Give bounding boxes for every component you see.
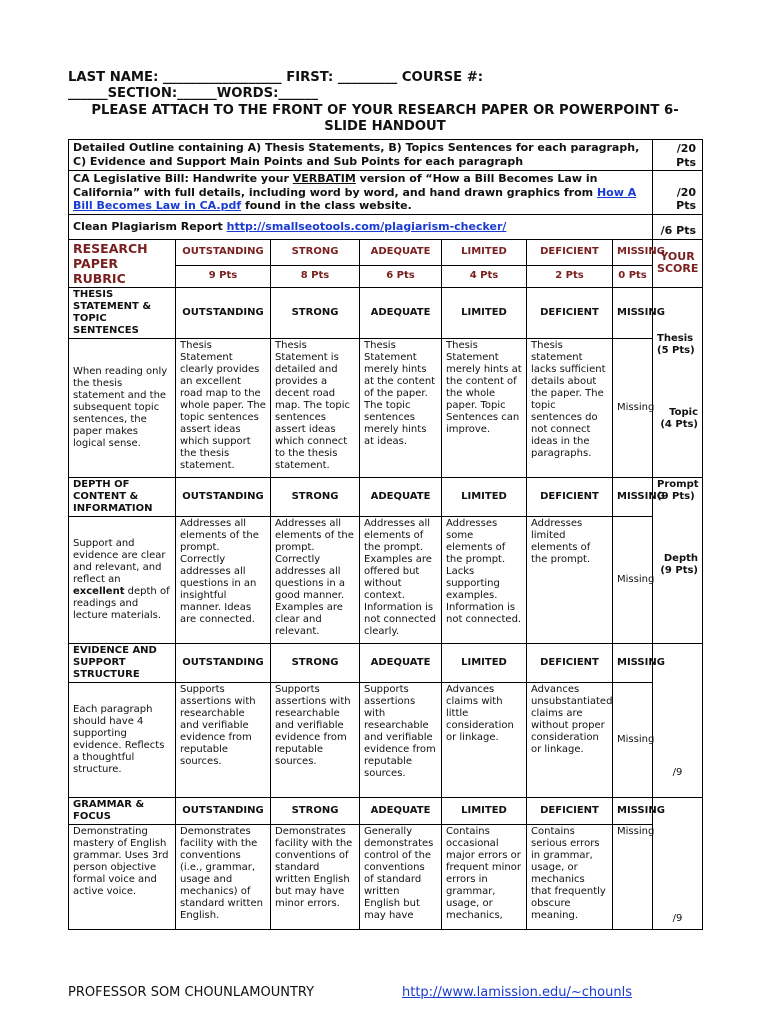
- section-title-thesis: THESIS STATEMENT & TOPIC SENTENCES: [69, 287, 176, 338]
- descriptor-missing: Missing: [613, 682, 653, 797]
- plagiarism-text: Clean Plagiarism Report: [73, 219, 227, 233]
- rubric-level-header-row: [69, 239, 703, 265]
- descriptor-outstanding: Demonstrates facility with the conventions (i.e., grammar, usage and mechanics) of standard written English.: [176, 824, 271, 929]
- thesis-score-label: Thesis (5 Pts): [657, 333, 695, 356]
- level-missing: MISSING: [613, 239, 653, 265]
- level-outstanding: OUTSTANDING: [176, 287, 271, 338]
- header-section-words-line: ______SECTION:______WORDS:______: [68, 86, 318, 101]
- outline-points: /20 Pts: [653, 140, 703, 171]
- footer-website-link[interactable]: http://www.lamission.edu/~chounls: [402, 985, 632, 1000]
- section-header-row: [69, 477, 703, 516]
- header-instruction-line-b: SLIDE HANDOUT: [324, 119, 446, 134]
- level-deficient: DEFICIENT: [527, 287, 613, 338]
- descriptor-deficient: Thesis statement lacks sufficient details about the paper. The topic sentences do not connect ideas in the paragraphs.: [527, 338, 613, 477]
- level-limited: LIMITED: [442, 287, 527, 338]
- outline-requirement: Detailed Outline containing A) Thesis Statements, B) Topics Sentences for each paragraph, C) Evidence and Support Main Points and Sub Points for each paragraph: [69, 140, 653, 171]
- section-header-row: [69, 287, 703, 338]
- level-adequate: ADEQUATE: [360, 287, 442, 338]
- level-adequate: ADEQUATE: [360, 239, 442, 265]
- level-limited: LIMITED: [442, 477, 527, 516]
- header-instruction: [68, 103, 702, 135]
- rubric-title: RESEARCH PAPER RUBRIC: [69, 239, 176, 287]
- level-missing: MISSING: [613, 797, 653, 824]
- plagiarism-points: /6 Pts: [653, 214, 703, 239]
- points-adequate: 6 Pts: [360, 265, 442, 287]
- section-detail-row: [69, 338, 703, 477]
- descriptor-deficient: Advances unsubstantiated claims are without proper consideration or linkage.: [527, 682, 613, 797]
- criteria-depth-bold: excellent: [73, 585, 125, 597]
- level-deficient: DEFICIENT: [527, 643, 613, 682]
- criteria-depth-post: depth of readings and lecture materials.: [73, 585, 170, 621]
- intro-row-bill: [69, 171, 703, 215]
- level-missing: MISSING: [613, 477, 653, 516]
- level-outstanding: OUTSTANDING: [176, 477, 271, 516]
- level-strong: STRONG: [271, 287, 360, 338]
- descriptor-outstanding: Addresses all elements of the prompt. Correctly addresses all questions in an insightful manner. Ideas are connected.: [176, 516, 271, 643]
- header-instruction-line-a: PLEASE ATTACH TO THE FRONT OF YOUR RESEARCH PAPER OR POWERPOINT 6-: [91, 103, 679, 118]
- level-strong: STRONG: [271, 239, 360, 265]
- points-deficient: 2 Pts: [527, 265, 613, 287]
- evidence-score-label: /9: [672, 766, 683, 778]
- level-missing: MISSING: [613, 643, 653, 682]
- bill-pdf-link[interactable]: How A Bill Becomes Law in CA.pdf: [73, 185, 637, 212]
- descriptor-strong: Demonstrates facility with the conventions of standard written English but may have minor errors.: [271, 824, 360, 929]
- level-adequate: ADEQUATE: [360, 643, 442, 682]
- section-title-evidence: EVIDENCE AND SUPPORT STRUCTURE: [69, 643, 176, 682]
- level-limited: LIMITED: [442, 797, 527, 824]
- criteria-thesis: When reading only the thesis statement and the subsequent topic sentences, the paper makes logical sense.: [69, 338, 176, 477]
- level-limited: LIMITED: [442, 643, 527, 682]
- criteria-grammar: Demonstrating mastery of English grammar. Uses 3rd person objective formal voice and active voice.: [69, 824, 176, 929]
- descriptor-limited: Thesis Statement merely hints at the content of the whole paper. Topic Sentences can improve.: [442, 338, 527, 477]
- descriptor-adequate: Supports assertions with researchable and verifiable evidence from reputable sources.: [360, 682, 442, 797]
- plagiarism-checker-link[interactable]: http://smallseotools.com/plagiarism-checker/: [226, 219, 507, 233]
- grammar-score-label: /9: [672, 912, 683, 924]
- points-strong: 8 Pts: [271, 265, 360, 287]
- descriptor-limited: Addresses some elements of the prompt. Lacks supporting examples. Information is not connected.: [442, 516, 527, 643]
- section-header-row: [69, 797, 703, 824]
- level-strong: STRONG: [271, 643, 360, 682]
- section-title-grammar: GRAMMAR & FOCUS: [69, 797, 176, 824]
- topic-score-label: Topic (4 Pts): [660, 407, 699, 430]
- descriptor-deficient: Contains serious errors in grammar, usage, or mechanics that frequently obscure meaning.: [527, 824, 613, 929]
- descriptor-outstanding: Thesis Statement clearly provides an excellent road map to the whole paper. The topic sentences assert ideas which support the thesis statement.: [176, 338, 271, 477]
- descriptor-outstanding: Supports assertions with researchable and verifiable evidence from reputable sources.: [176, 682, 271, 797]
- points-limited: 4 Pts: [442, 265, 527, 287]
- verbatim-word: VERBATIM: [292, 172, 356, 185]
- descriptor-limited: Advances claims with little consideration or linkage.: [442, 682, 527, 797]
- level-missing: MISSING: [613, 287, 653, 338]
- descriptor-strong: Supports assertions with researchable and verifiable evidence from reputable sources.: [271, 682, 360, 797]
- descriptor-adequate: Addresses all elements of the prompt. Examples are offered but without context. Information is not connected clearly.: [360, 516, 442, 643]
- grammar-score-cell[interactable]: [653, 797, 703, 929]
- descriptor-missing: Missing: [613, 824, 653, 929]
- level-outstanding: OUTSTANDING: [176, 239, 271, 265]
- bill-text-mid: version of “How a Bill Becomes Law in California” with full details, including word by word, and hand drawn graphics from: [73, 172, 598, 199]
- descriptor-adequate: Thesis Statement merely hints at the content of the paper. The topic sentences merely hints at ideas.: [360, 338, 442, 477]
- intro-row-plagiarism: [69, 214, 703, 239]
- section-detail-row: [69, 824, 703, 929]
- rubric-table: [68, 139, 703, 930]
- level-strong: STRONG: [271, 797, 360, 824]
- level-deficient: DEFICIENT: [527, 797, 613, 824]
- descriptor-missing: Missing: [613, 516, 653, 643]
- your-score-label: YOUR SCORE: [653, 239, 703, 287]
- criteria-evidence: Each paragraph should have 4 supporting evidence. Reflects a thoughtful structure.: [69, 682, 176, 797]
- bill-points: /20 Pts: [653, 171, 703, 215]
- criteria-depth-pre: Support and evidence are clear and relevant, and reflect an: [73, 537, 166, 585]
- bill-requirement: [69, 171, 653, 215]
- descriptor-strong: Addresses all elements of the prompt. Correctly addresses all questions in a good manner. Examples are clear and relevant.: [271, 516, 360, 643]
- points-outstanding: 9 Pts: [176, 265, 271, 287]
- plagiarism-requirement: [69, 214, 653, 239]
- section-detail-row: [69, 682, 703, 797]
- bill-text-prefix: CA Legislative Bill: Handwrite your: [73, 172, 293, 185]
- level-adequate: ADEQUATE: [360, 797, 442, 824]
- level-limited: LIMITED: [442, 239, 527, 265]
- level-adequate: ADEQUATE: [360, 477, 442, 516]
- descriptor-adequate: Generally demonstrates control of the conventions of standard written English but may have: [360, 824, 442, 929]
- header-name-course-line: LAST NAME: __________________ FIRST: _________ COURSE #:: [68, 70, 484, 85]
- points-missing: 0 Pts: [613, 265, 653, 287]
- level-deficient: DEFICIENT: [527, 239, 613, 265]
- level-outstanding: OUTSTANDING: [176, 643, 271, 682]
- level-outstanding: OUTSTANDING: [176, 797, 271, 824]
- footer-professor: PROFESSOR SOM CHOUNLAMOUNTRY: [68, 985, 315, 1000]
- depth-score-label: Depth (9 Pts): [660, 552, 699, 576]
- prompt-score-label: Prompt (9 Pts): [657, 478, 699, 502]
- descriptor-strong: Thesis Statement is detailed and provides a decent road map. The topic sentences assert ideas which connect to the thesis statement.: [271, 338, 360, 477]
- section-header-row: [69, 643, 703, 682]
- level-strong: STRONG: [271, 477, 360, 516]
- section-detail-row: [69, 516, 703, 643]
- criteria-depth: [69, 516, 176, 643]
- bill-text-suffix: found in the class website.: [241, 199, 412, 212]
- descriptor-limited: Contains occasional major errors or frequent minor errors in grammar, usage, or mechanics,: [442, 824, 527, 929]
- descriptor-deficient: Addresses limited elements of the prompt.: [527, 516, 613, 643]
- level-deficient: DEFICIENT: [527, 477, 613, 516]
- descriptor-missing: Missing: [613, 338, 653, 477]
- section-title-depth: DEPTH OF CONTENT & INFORMATION: [69, 477, 176, 516]
- depth-score-cell[interactable]: [653, 477, 703, 643]
- intro-row-outline: [69, 140, 703, 171]
